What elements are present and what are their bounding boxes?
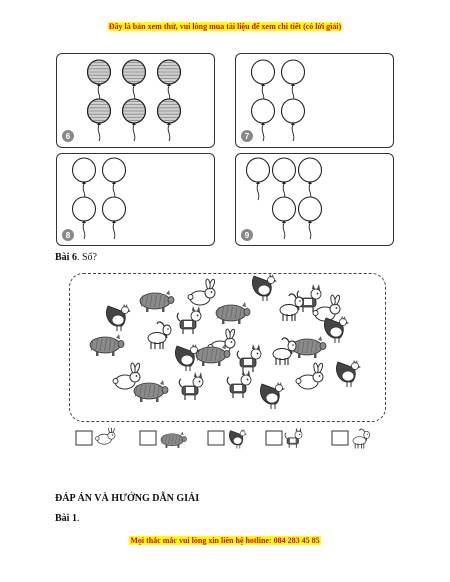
balloon	[158, 60, 181, 102]
balloon-panel-6	[56, 53, 215, 148]
balloon	[88, 60, 111, 102]
answer-box[interactable]	[208, 431, 224, 445]
balloon	[123, 60, 146, 102]
preview-notice-text: Đây là bản xem thử, vui lòng mua tài liệu để xem chi tiết (có lời giải)	[108, 22, 342, 31]
balloon	[273, 158, 296, 200]
dog-icon	[285, 428, 302, 448]
rabbit-icon	[113, 363, 141, 389]
animal-scene	[70, 274, 387, 423]
balloon	[103, 158, 126, 200]
goat-icon	[280, 294, 303, 321]
balloon-panel-7	[235, 53, 394, 148]
balloon-panel-9	[235, 153, 394, 246]
balloon	[158, 99, 181, 141]
exercise-6-label: Bài 6	[55, 252, 77, 263]
answer-row	[72, 428, 382, 450]
hotline-text: Mọi thắc mắc vui lòng xin liên hệ hotline: 084 283 45 85	[130, 536, 320, 545]
rooster-icon	[324, 316, 349, 343]
hotline-banner	[0, 536, 450, 545]
rooster-icon	[106, 304, 131, 331]
exercise-1-heading	[55, 513, 79, 524]
balloon	[252, 99, 275, 141]
exercise-6-text: . Số?	[76, 252, 97, 263]
pig-icon	[292, 336, 326, 358]
panel-number-badge: 6	[62, 130, 74, 142]
panel-number-badge: 7	[241, 130, 253, 142]
balloon	[247, 158, 270, 200]
balloon	[282, 60, 305, 102]
answer-icons	[72, 428, 382, 450]
pig-icon	[140, 290, 174, 312]
rabbit-icon	[296, 363, 324, 389]
goat-icon	[148, 322, 171, 349]
balloon-group	[236, 54, 395, 149]
answers-heading	[55, 493, 199, 504]
balloon	[73, 197, 96, 239]
exercise-1-label: Bài 1	[55, 513, 77, 524]
balloon-group	[57, 154, 216, 247]
pig-icon	[134, 380, 168, 402]
rabbit-icon	[96, 428, 116, 444]
pig-icon	[161, 432, 187, 449]
balloon	[73, 158, 96, 200]
balloon	[103, 197, 126, 239]
dog-icon	[227, 370, 251, 398]
balloon	[299, 158, 322, 200]
rooster-icon	[336, 360, 361, 387]
animal-picture-frame	[69, 273, 386, 422]
dog-icon	[237, 344, 261, 372]
dog-icon	[179, 372, 203, 400]
balloon	[88, 99, 111, 141]
goat-icon	[273, 338, 296, 365]
answer-box[interactable]	[140, 431, 156, 445]
panel-number-badge: 8	[62, 229, 74, 241]
balloon	[123, 99, 146, 141]
balloon	[252, 60, 275, 102]
balloon-group	[236, 154, 395, 247]
balloon	[299, 197, 322, 239]
pig-icon	[196, 344, 230, 366]
answer-box[interactable]	[332, 431, 348, 445]
balloon	[273, 197, 296, 239]
balloon-panel-8	[56, 153, 215, 246]
rabbit-icon	[188, 279, 216, 305]
rooster-icon	[260, 382, 285, 409]
goat-icon	[353, 429, 370, 448]
balloon	[282, 99, 305, 141]
rooster-icon	[252, 274, 277, 301]
answer-box[interactable]	[76, 431, 92, 445]
exercise-6-heading	[55, 252, 97, 263]
dog-icon	[177, 306, 201, 334]
balloon-group	[57, 54, 216, 149]
preview-notice-banner	[0, 22, 450, 31]
answer-box[interactable]	[266, 431, 282, 445]
pig-icon	[90, 334, 124, 356]
pig-icon	[216, 302, 250, 324]
panel-number-badge: 9	[241, 229, 253, 241]
rooster-icon	[229, 429, 247, 448]
answers-heading-text: ĐÁP ÁN VÀ HƯỚNG DẪN GIẢI	[55, 493, 200, 504]
exercise-1-text: .	[76, 513, 80, 524]
